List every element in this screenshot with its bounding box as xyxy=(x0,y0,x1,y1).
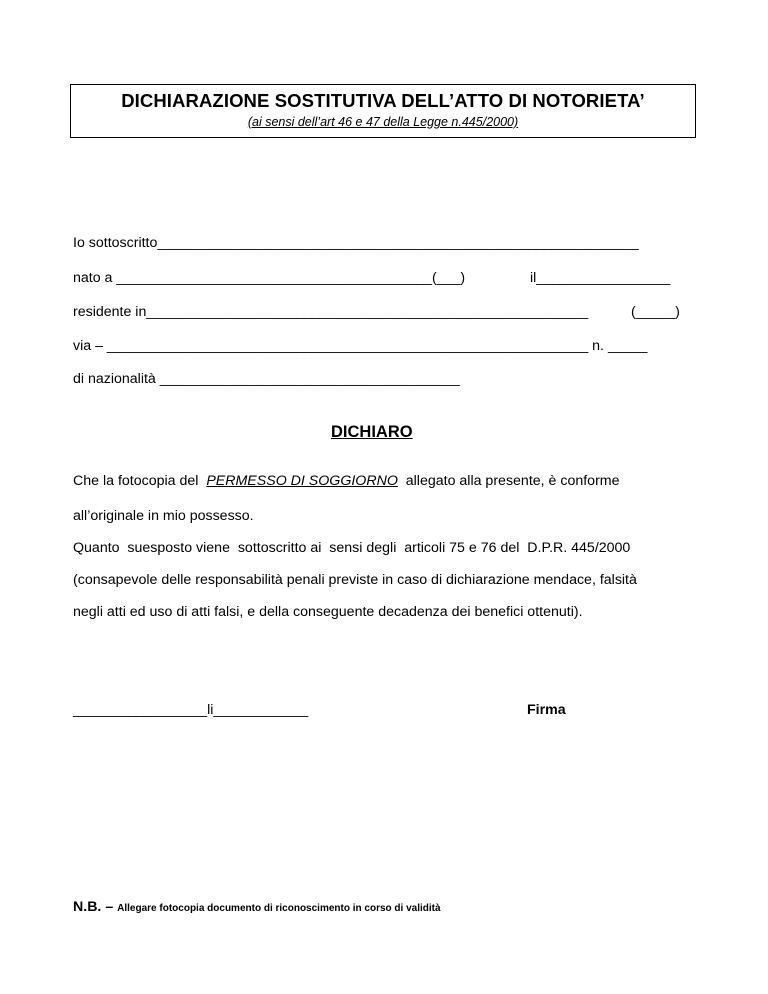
document-type: PERMESSO DI SOGGIORNO xyxy=(206,473,398,489)
declaration-line-1 xyxy=(73,473,620,489)
line1-post: allegato alla presente, è conforme xyxy=(401,473,620,489)
via-field[interactable]: via – _____________________________________________________________ n. _____ xyxy=(73,338,648,354)
nato-a-field[interactable]: nato a ________________________________________(___) xyxy=(73,270,466,286)
residente-field[interactable]: residente in________________________________________________________ xyxy=(73,304,589,320)
declaration-line-3: Quanto suesposto viene sottoscritto ai sensi degli articoli 75 e 76 del D.P.R. 445/2000 xyxy=(73,540,631,556)
nb-text: Allegare fotocopia documento di riconoscimento in corso di validità xyxy=(117,903,441,914)
declaration-line-4: (consapevole delle responsabilità penali previste in caso di dichiarazione mendace, falsità xyxy=(73,572,637,588)
dichiaro-heading: DICHIARO xyxy=(331,423,413,441)
document-subtitle: (ai sensi dell’art 46 e 47 della Legge n.445/2000) xyxy=(247,115,519,129)
document-title: DICHIARAZIONE SOSTITUTIVA DELL’ATTO DI NOTORIETA’ xyxy=(121,90,645,111)
sottoscritto-field[interactable]: Io sottoscritto_____________________________________________________________ xyxy=(73,235,639,251)
nb-note xyxy=(73,898,441,916)
nb-dash: – xyxy=(101,899,118,915)
nazionalita-field[interactable]: di nazionalità ______________________________________ xyxy=(73,371,460,387)
firma-label: Firma xyxy=(527,702,566,718)
provincia-field[interactable]: (_____) xyxy=(631,304,680,320)
nb-label: N.B. xyxy=(73,899,102,915)
declaration-line-5: negli atti ed uso di atti falsi, e della conseguente decadenza dei benefici ottenuti). xyxy=(73,604,583,620)
birth-date-field[interactable]: il_________________ xyxy=(530,270,671,286)
declaration-line-2: all’originale in mio possesso. xyxy=(73,508,254,524)
place-date-field[interactable]: _________________li____________ xyxy=(73,702,309,718)
title-box xyxy=(70,84,696,138)
line1-pre: Che la fotocopia del xyxy=(73,473,203,489)
